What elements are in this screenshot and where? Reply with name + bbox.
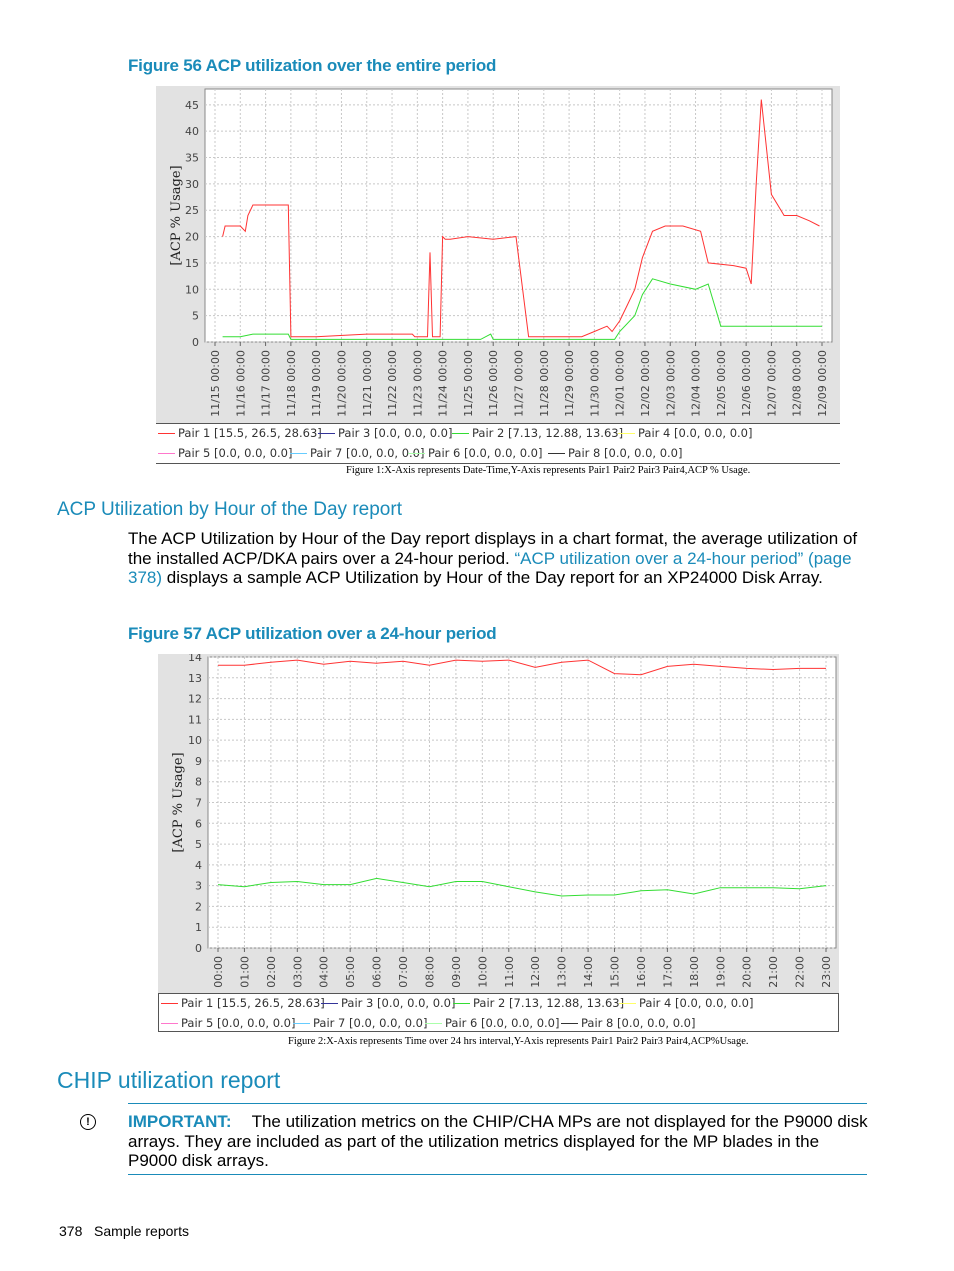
legend-item-pair1 [161, 996, 325, 1010]
y-axis-label: [ACP % Usage] [171, 752, 186, 853]
y-tick-label: 15 [185, 256, 199, 270]
figure-56-title: Figure 56 ACP utilization over the entire period [128, 56, 497, 75]
x-tick-label: 20:00 [740, 956, 754, 988]
x-tick-label: 18:00 [687, 956, 701, 988]
chart-56-legend [156, 423, 840, 464]
x-tick-label: 06:00 [370, 956, 384, 988]
x-tick-label: 05:00 [344, 956, 358, 988]
chart-57-legend [158, 993, 839, 1032]
x-tick-label: 11/27 00:00 [512, 350, 526, 417]
x-tick-label: 12/02 00:00 [638, 350, 652, 417]
legend-label: Pair 3 [0.0, 0.0, 0.0] [338, 426, 453, 440]
important-note [128, 1112, 868, 1171]
legend-item-pair8 [561, 1016, 695, 1030]
x-tick-label: 11/25 00:00 [461, 350, 475, 417]
x-tick-label: 11/20 00:00 [335, 350, 349, 417]
legend-label: Pair 7 [0.0, 0.0, 0.0] [313, 1016, 428, 1030]
section-hour-paragraph [128, 529, 873, 588]
y-tick-label: 10 [188, 734, 202, 748]
figure-56-caption: Figure 1:X-Axis represents Date-Time,Y-Axis represents Pair1 Pair2 Pair3 Pair4,ACP % Usage. [346, 465, 751, 476]
x-tick-label: 14:00 [582, 956, 596, 988]
legend-item-pair4 [619, 996, 753, 1010]
figure-57-caption: Figure 2:X-Axis represents Time over 24 hrs interval,Y-Axis represents Pair1 Pair2 Pair3 Pair4,ACP%Usage. [288, 1036, 749, 1047]
x-tick-label: 11/21 00:00 [360, 350, 374, 417]
legend-item-pair6 [408, 446, 542, 460]
y-tick-label: 10 [185, 283, 199, 297]
legend-item-pair6 [425, 1016, 559, 1030]
y-tick-label: 40 [185, 125, 199, 139]
section-heading-chip: CHIP utilization report [57, 1067, 281, 1093]
legend-label: Pair 5 [0.0, 0.0, 0.0] [181, 1016, 296, 1030]
x-tick-label: 12/06 00:00 [740, 350, 754, 417]
x-tick-label: 15:00 [608, 956, 622, 988]
x-tick-label: 12/05 00:00 [714, 350, 728, 417]
x-tick-label: 11/29 00:00 [563, 350, 577, 417]
important-label: IMPORTANT: [128, 1112, 232, 1131]
x-tick-label: 12/04 00:00 [689, 350, 703, 417]
exclamation-circle-icon: ! [80, 1114, 96, 1130]
x-tick-label: 11/28 00:00 [537, 350, 551, 417]
y-tick-label: 12 [188, 692, 202, 706]
y-tick-label: 6 [195, 817, 202, 831]
y-tick-label: 45 [185, 98, 199, 112]
figure-57-link[interactable]: “ACP utilization over a 24-hour period” (page 378) [128, 548, 852, 587]
legend-label: Pair 1 [15.5, 26.5, 28.63] [178, 426, 322, 440]
y-tick-label: 25 [185, 204, 199, 218]
legend-item-pair2 [453, 996, 624, 1010]
x-tick-label: 12/03 00:00 [664, 350, 678, 417]
x-tick-label: 11/30 00:00 [588, 350, 602, 417]
x-tick-label: 23:00 [820, 956, 833, 988]
legend-label: Pair 4 [0.0, 0.0, 0.0] [639, 996, 754, 1010]
chart-57-svg [158, 654, 839, 993]
paragraph-text: The ACP Utilization by Hour of the Day report displays in a chart format, the average utilization of the installed ACP/DKA pairs over a 24-hour period. [128, 529, 858, 568]
y-tick-label: 5 [195, 838, 202, 852]
x-tick-label: 11:00 [502, 956, 516, 988]
x-tick-label: 17:00 [661, 956, 675, 988]
legend-label: Pair 7 [0.0, 0.0, 0.0] [310, 446, 425, 460]
legend-label: Pair 4 [0.0, 0.0, 0.0] [638, 426, 753, 440]
x-tick-label: 21:00 [767, 956, 781, 988]
legend-item-pair5 [158, 446, 292, 460]
divider [128, 1174, 867, 1175]
x-tick-label: 13:00 [555, 956, 569, 988]
x-tick-label: 19:00 [714, 956, 728, 988]
x-tick-label: 11/22 00:00 [386, 350, 400, 417]
legend-item-pair2 [452, 426, 623, 440]
x-tick-label: 11/16 00:00 [234, 350, 248, 417]
legend-label: Pair 2 [7.13, 12.88, 13.63] [472, 426, 624, 440]
paragraph-text: displays a sample ACP Utilization by Hour of the Day report for an XP24000 Disk Array. [162, 568, 823, 587]
legend-item-pair3 [318, 426, 452, 440]
x-tick-label: 11/17 00:00 [259, 350, 273, 417]
legend-item-pair4 [618, 426, 752, 440]
x-tick-label: 07:00 [397, 956, 411, 988]
y-tick-label: 5 [192, 309, 199, 323]
x-tick-label: 12/08 00:00 [790, 350, 804, 417]
legend-item-pair8 [548, 446, 682, 460]
x-tick-label: 11/23 00:00 [411, 350, 425, 417]
x-tick-label: 08:00 [423, 956, 437, 988]
x-tick-label: 01:00 [238, 956, 252, 988]
x-tick-label: 22:00 [793, 956, 807, 988]
x-tick-label: 11/26 00:00 [487, 350, 501, 417]
legend-item-pair7 [293, 1016, 427, 1030]
y-tick-label: 4 [195, 858, 202, 872]
y-tick-label: 11 [188, 713, 202, 727]
y-tick-label: 7 [195, 796, 202, 810]
x-tick-label: 00:00 [212, 956, 225, 988]
y-tick-label: 9 [195, 754, 202, 768]
x-tick-label: 04:00 [317, 956, 331, 988]
page-footer [59, 1223, 189, 1239]
x-tick-label: 11/19 00:00 [310, 350, 324, 417]
legend-label: Pair 5 [0.0, 0.0, 0.0] [178, 446, 293, 460]
x-tick-label: 09:00 [449, 956, 463, 988]
y-tick-label: 30 [185, 177, 199, 191]
legend-label: Pair 6 [0.0, 0.0, 0.0] [445, 1016, 560, 1030]
footer-section: Sample reports [94, 1223, 189, 1239]
page-number: 378 [59, 1223, 83, 1239]
chart-56-svg [156, 86, 840, 423]
divider [128, 1103, 867, 1104]
x-tick-label: 02:00 [264, 956, 278, 988]
x-tick-label: 11/18 00:00 [284, 350, 298, 417]
y-tick-label: 0 [195, 942, 202, 955]
legend-item-pair3 [321, 996, 455, 1010]
important-text: The utilization metrics on the CHIP/CHA MPs are not displayed for the P9000 disk arrays. They are included as part of the utilization metrics displayed for the MP blades in the P9000 disk arrays. [128, 1112, 868, 1170]
legend-label: Pair 6 [0.0, 0.0, 0.0] [428, 446, 543, 460]
y-tick-label: 20 [185, 230, 199, 244]
section-heading-hour-report: ACP Utilization by Hour of the Day report [57, 499, 402, 520]
x-tick-label: 12:00 [529, 956, 543, 988]
chart-57 [158, 654, 839, 993]
x-tick-label: 03:00 [291, 956, 305, 988]
y-tick-label: 0 [192, 336, 199, 349]
x-tick-label: 11/24 00:00 [436, 350, 450, 417]
y-tick-label: 3 [195, 879, 202, 893]
x-tick-label: 12/01 00:00 [613, 350, 627, 417]
chart-56 [156, 86, 840, 423]
x-tick-label: 12/09 00:00 [816, 350, 829, 417]
legend-label: Pair 8 [0.0, 0.0, 0.0] [568, 446, 683, 460]
legend-label: Pair 8 [0.0, 0.0, 0.0] [581, 1016, 696, 1030]
legend-label: Pair 3 [0.0, 0.0, 0.0] [341, 996, 456, 1010]
x-tick-label: 11/15 00:00 [209, 350, 222, 417]
y-tick-label: 14 [188, 654, 202, 664]
figure-57-title: Figure 57 ACP utilization over a 24-hour period [128, 624, 497, 643]
y-tick-label: 1 [195, 921, 202, 935]
legend-item-pair7 [290, 446, 424, 460]
legend-label: Pair 2 [7.13, 12.88, 13.63] [473, 996, 625, 1010]
y-tick-label: 8 [195, 775, 202, 789]
legend-item-pair1 [158, 426, 322, 440]
y-tick-label: 13 [188, 671, 202, 685]
legend-label: Pair 1 [15.5, 26.5, 28.63] [181, 996, 325, 1010]
x-tick-label: 10:00 [476, 956, 490, 988]
y-tick-label: 35 [185, 151, 199, 165]
y-tick-label: 2 [195, 900, 202, 914]
y-axis-label: [ACP % Usage] [169, 165, 184, 266]
legend-item-pair5 [161, 1016, 295, 1030]
x-tick-label: 16:00 [634, 956, 648, 988]
x-tick-label: 12/07 00:00 [765, 350, 779, 417]
